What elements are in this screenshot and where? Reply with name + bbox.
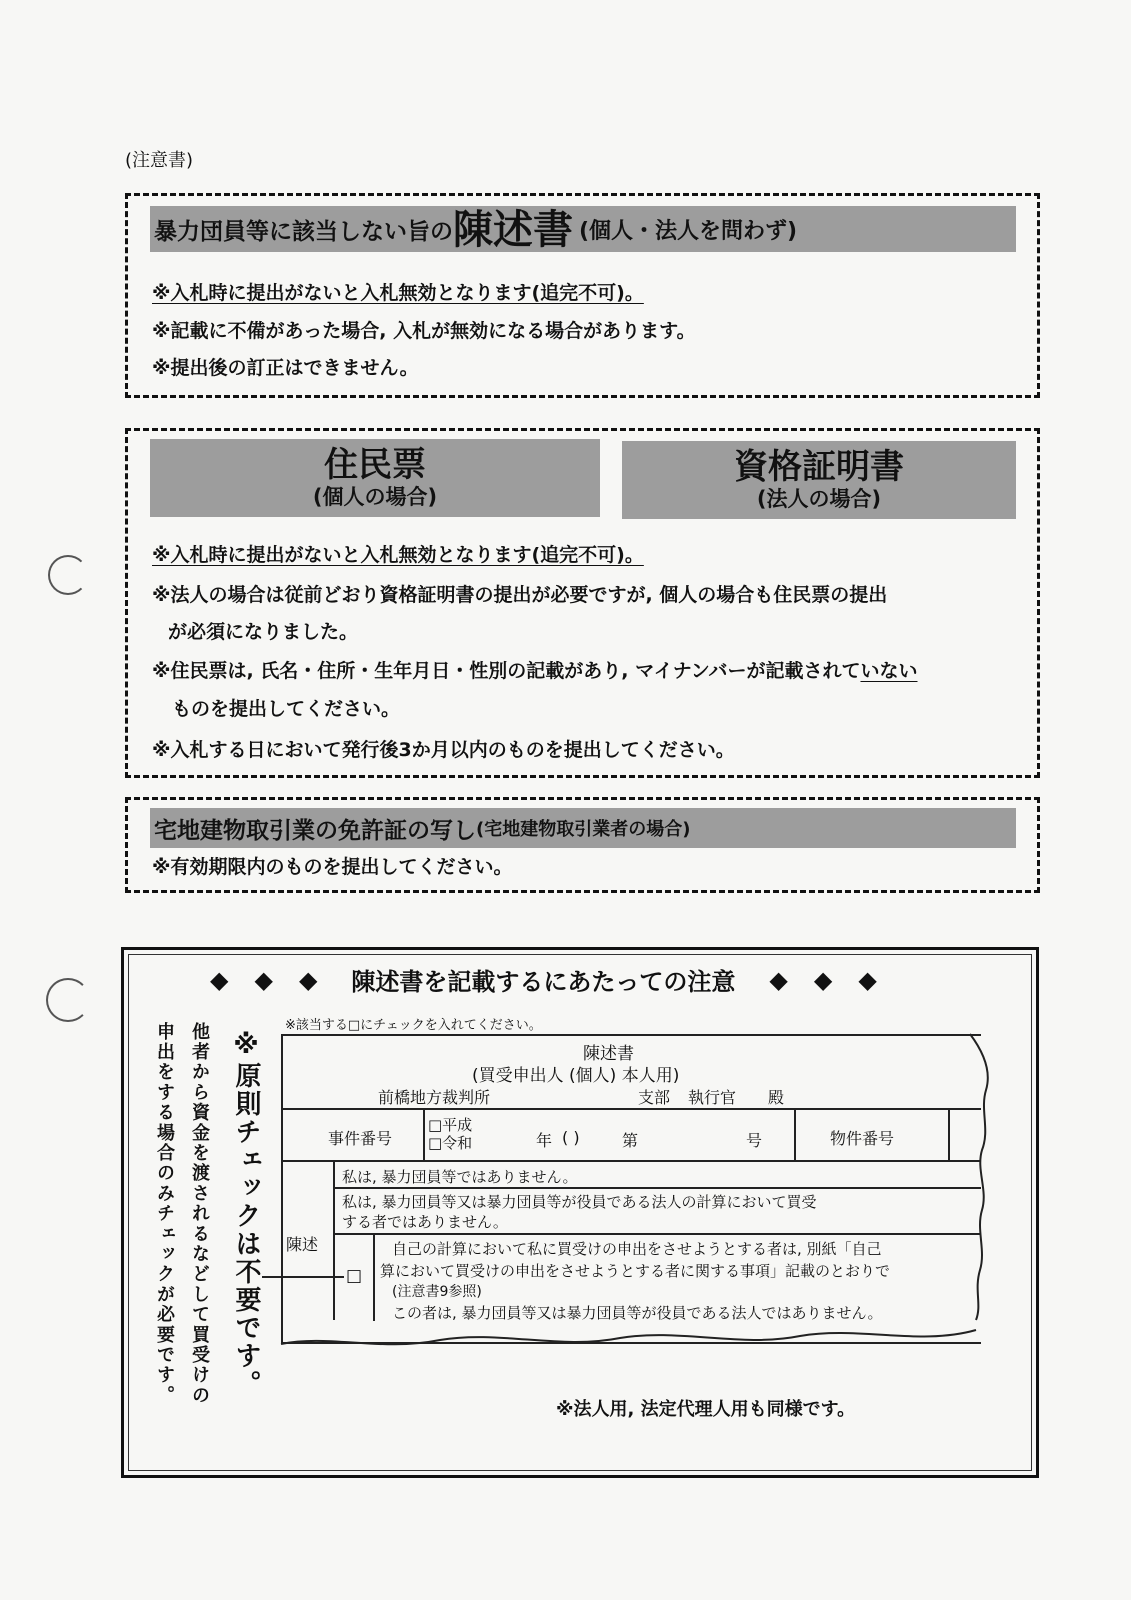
diamond-icon: ◆ [210, 965, 229, 994]
dono-label: 殿 [768, 1088, 785, 1107]
statement-title-prefix: 暴力団員等に該当しない旨の [154, 219, 453, 245]
certificates-note-1: ※入札時に提出がないと入札無効となります(追完不可)。 [152, 544, 644, 566]
sample-checkbox-note: ※該当する□にチェックを入れてください。 [285, 1018, 542, 1033]
sample-form-subtitle: (買受申出人 (個人) 本人用) [472, 1066, 680, 1086]
statement-note-1: ※入札時に提出がないと入札無効となります(追完不可)。 [152, 282, 644, 304]
statement-2a: 私は, 暴力団員等又は暴力団員等が役員である法人の計算において買受 [342, 1193, 817, 1211]
statement-2b: する者ではありません。 [342, 1213, 508, 1231]
statement-3b: 算において買受けの申出をさせようとする者に関する事項」記載のとおりで [380, 1262, 891, 1280]
qualification-cert-title: 資格証明書 [734, 447, 904, 487]
era-heisei: □平成 [428, 1116, 473, 1134]
statement-checkbox[interactable]: □ [346, 1266, 363, 1286]
vertical-note-col2: 申出をする場合のみチェックが必要です。 [154, 1022, 175, 1406]
license-banner [150, 808, 1016, 848]
statement-title-suffix: (個人・法人を問わず) [579, 219, 798, 244]
sample-footer-note: ※法人用, 法定代理人用も同様です。 [556, 1399, 856, 1420]
statement-3d: この者は, 暴力団員等又は暴力団員等が役員である法人ではありません。 [392, 1304, 883, 1322]
diamond-icon: ◆ [858, 965, 877, 994]
instruction-heading-row [210, 962, 960, 997]
certificates-note-3 [152, 656, 918, 683]
gou-label: 号 [746, 1131, 763, 1150]
diamond-icon: ◆ [813, 965, 833, 994]
certificates-note-3-text: ※住民票は, 氏名・住所・生年月日・性別の記載があり, マイナンバーが記載されて [152, 660, 861, 682]
officer-label: 執行官 [688, 1088, 737, 1107]
resident-card-title: 住民票 [324, 445, 426, 485]
vertical-note-col1: 他者から資金を渡されるなどして買受けの [189, 1022, 210, 1406]
certificates-note-2-cont: が必須になりました。 [168, 621, 359, 643]
paren-blank: ( ) [562, 1128, 580, 1147]
license-title-bold: 宅地建物取引業の免許証の写し [154, 817, 476, 844]
statement-note-3: ※提出後の訂正はできません。 [152, 357, 419, 379]
sample-form-title: 陳述書 [583, 1044, 634, 1064]
resident-card-sub: (個人の場合) [312, 485, 438, 509]
certificates-note-2: ※法人の場合は従前どおり資格証明書の提出が必要ですが, 個人の場合も住民票の提出 [152, 584, 888, 606]
era-reiwa: □令和 [428, 1134, 473, 1152]
certificates-note-3-underlined: いない [860, 660, 918, 682]
branch-label: 支部 [638, 1088, 671, 1107]
property-number-label: 物件番号 [830, 1129, 895, 1148]
license-note: ※有効期限内のものを提出してください。 [152, 856, 513, 878]
case-number-label: 事件番号 [328, 1129, 393, 1148]
diamond-icon: ◆ [769, 965, 788, 994]
diamond-icon: ◆ [254, 965, 273, 994]
caption: (注意書) [125, 150, 194, 171]
qualification-cert-banner [622, 441, 1016, 519]
diamond-icon: ◆ [298, 965, 318, 994]
certificates-note-3-cont: ものを提出してください。 [172, 698, 401, 720]
certificates-note-4: ※入札する日において発行後3か月以内のものを提出してください。 [152, 739, 735, 761]
statement-note-2: ※記載に不備があった場合, 入札が無効になる場合があります。 [152, 320, 696, 342]
punch-hole-bottom [46, 978, 90, 1022]
statement-title-big: 陳述書 [453, 207, 573, 252]
no-check-notice: ※原則チェックは不要です。 [231, 1030, 261, 1398]
statement-banner [150, 206, 1016, 252]
court-name: 前橋地方裁判所 [378, 1088, 491, 1107]
instruction-heading: 陳述書を記載するにあたっての注意 [351, 968, 736, 996]
statement-1: 私は, 暴力団員等ではありません。 [342, 1168, 578, 1186]
statement-3c: (注意書9参照) [392, 1284, 482, 1300]
dai-label: 第 [622, 1131, 639, 1150]
torn-edge [270, 1030, 1000, 1350]
resident-card-banner [150, 439, 600, 517]
punch-hole-top [48, 555, 88, 595]
chinjutsu-label: 陳述 [286, 1235, 319, 1254]
year-label: 年 [536, 1131, 553, 1150]
qualification-cert-sub: (法人の場合) [756, 487, 882, 511]
license-title-normal: (宅地建物取引業者の場合) [476, 819, 691, 840]
statement-3a: 自己の計算において私に買受けの申出をさせようとする者は, 別紙「自己 [392, 1240, 882, 1258]
